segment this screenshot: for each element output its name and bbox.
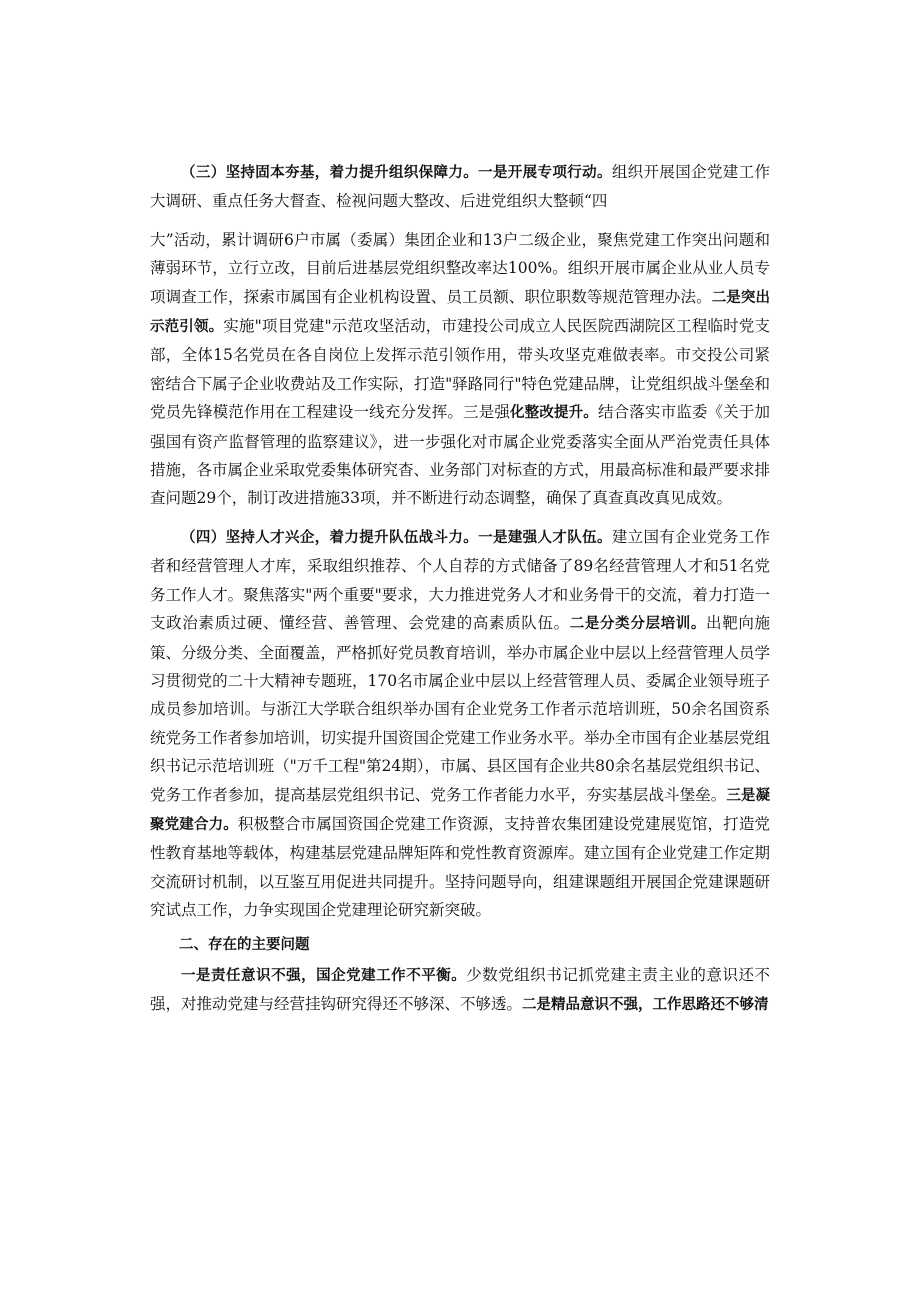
problem2-lead: 二是精品意识不强，工作思路还不够清 <box>522 997 769 1014</box>
section3-paragraph-continued <box>150 226 770 513</box>
section4-item3-lead: 三是凝聚党建合力。 <box>150 787 770 833</box>
section3-item1-lead: 一是开展专项行动。 <box>478 165 612 181</box>
section3-item3-text: 结合落实市监委《关于加强国有资产监督管理的监察建议》，进一步强化对市属企业党委落实全面从严治党责任具体措施，各市属企业采取党委集体研究杳、业务部门对标查的方式，用最高标准和最严要求排查问题29个，制订改进措施33项，并不断进行动态调整，确保了真查真改真见成效。 <box>150 403 771 508</box>
section3-item2-lead: 二是突出示范引领。 <box>150 289 770 336</box>
document-body <box>150 158 770 1020</box>
section4-item2-text: 出靶向施策、分级分类、全面覆盖，严格抓好党员教育培训，举办市属企业中层以上经营管理人员学习贯彻党的二十大精神专题班，170名市属企业中层以上经营管理人员、委属企业领导班子成员参加培训。与浙江大学联合组织举办国有企业党务工作者示范培训班，50余名国资系统党务工作者参加培训，切实提升国资国企党建工作业务水平。举办全市国有企业基层党组织书记示范培训班（"万千工程"第24期），市属、县区国有企业共80余名基层党组织书记、党务工作者参加，提高基层党组织书记、党务工作者能力水平，夯实基层战斗堡垒。 <box>150 614 771 804</box>
section3-item1-text-b: 大”活动，累计调研6户市属（委属）集团企业和13户二级企业，聚焦党建工作突出问题和薄弱环节，立行立改，目前后进基层党组织整改率达100%。组织开展市属企业从业人员专项调查工作，探索市属国有企业机构设置、员工员额、职位职数等规范管理办法。 <box>150 230 770 306</box>
section4-title: （四）坚持人才兴企，着力提升队伍战斗力。 <box>181 529 479 546</box>
section4-paragraph <box>150 523 770 925</box>
problems-heading: 二、存在的主要问题 <box>179 936 310 953</box>
section3-paragraph-start <box>150 158 770 216</box>
section3-item1-text-a: 组织开展国企党建工作大调研、重点任务大督查、检视问题大整改、后进党组织大整顿“四 <box>150 163 771 211</box>
section4-item2-lead: 二是分类分层培训。 <box>569 616 707 633</box>
section4-item1-lead: 一是建强人才队伍。 <box>478 529 612 546</box>
section3-title: （三）坚持固本夯基，着力提升组织保障力。 <box>181 165 479 181</box>
section3-item3-lead: 化整改提升。 <box>510 405 598 422</box>
section4-item3-text: 积极整合市属国资国企党建工作资源，支持普农集团建设党建展览馆，打造党性教育基地等载体，构建基层党建品牌矩阵和党性教育资源库。建立国有企业党建工作定期交流研讨机制，以互鉴互用促进共同提升。坚持问题导向，组建课题组开展国企党建课题研究试点工作，力争实现国企党建理论研究新突破。 <box>150 814 771 920</box>
section4-item1-text: 建立国有企业党务工作者和经营管理人才库，采取组织推荐、个人自荐的方式储备了89名经营管理人才和51名党务工作人才。聚焦落实"两个重要"要求，大力推进党务人才和业务骨干的交流，着力打造一支政治素质过硬、懂经营、善管理、会党建的高素质队伍。 <box>150 527 771 633</box>
problem1-text: 少数党组织书记抓党建主责主业的意识还不强，对推动党建与经营挂钩研究得还不够深、不够透。 <box>150 965 770 1014</box>
problem1-lead: 一是责任意识不强，国企党建工作不平衡。 <box>181 967 467 984</box>
section3-item2-text: 实施"项目党建"示范攻坚活动，市建投公司成立人民医院西湖院区工程临时党支部，全体15名党员在各自岗位上发挥示范引领作用，带头攻坚克难做表率。市交投公司紧密结合下属子企业收费站及工作实际，打造"驿路同行"特色党建品牌，让党组织战斗堡垒和党员先锋模范作用在工程建设一线充分发挥。三是强 <box>150 317 770 422</box>
problems-paragraph <box>150 961 770 1020</box>
